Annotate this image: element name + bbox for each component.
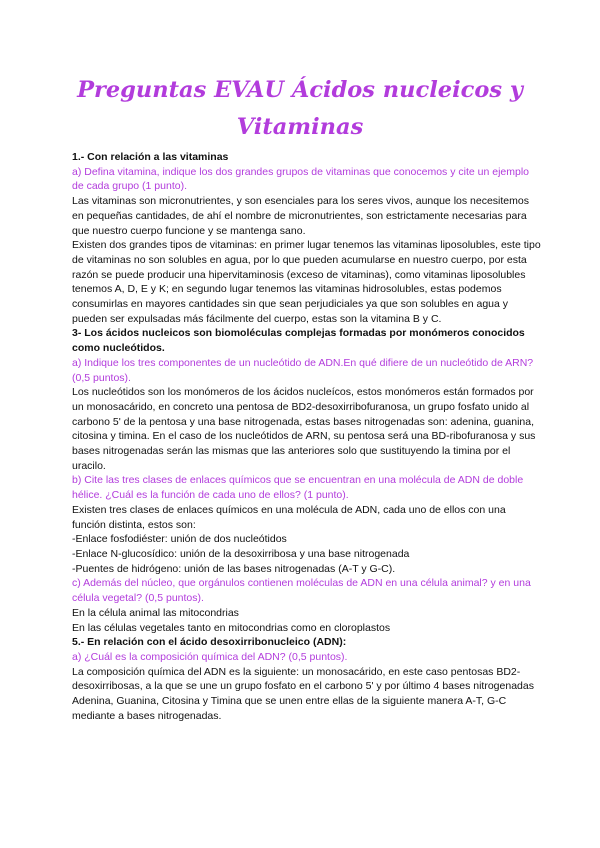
section-heading: 3- Los ácidos nucleicos son biomoléculas complejas formadas por monómeros conocidos como nucleótidos.	[72, 327, 525, 355]
answer-paragraph: En la célula animal las mitocondrias	[72, 606, 239, 619]
question-text: c) Además del núcleo, que orgánulos contienen moléculas de ADN en una célula animal? y en una célula vegetal? (0,5 puntos).	[72, 577, 531, 605]
section-heading: 1.- Con relación a las vitaminas	[72, 151, 229, 163]
question-text: b) Cite las tres clases de enlaces químicos que se encuentran en una molécula de ADN de doble hélice. ¿Cuál es la función de cada uno de ellos? (1 punto).	[72, 474, 524, 502]
answer-paragraph: -Enlace fosfodiéster: unión de dos nucleótidos	[72, 533, 287, 546]
question-text: a) Indique los tres componentes de un nucleótido de ADN.En qué difiere de un nucleótido de ARN? (0,5 puntos).	[72, 356, 534, 384]
question-text: a) Defina vitamina, indique los dos grandes grupos de vitaminas que conocemos y cite un ejemplo de cada grupo (1 punto).	[72, 165, 530, 193]
answer-paragraph: Existen tres clases de enlaces químicos en una molécula de ADN, cada uno de ellos con una función distinta, estos son:	[72, 503, 506, 531]
answer-paragraph: -Enlace N-glucosídico: unión de la desoxirribosa y una base nitrogenada	[72, 547, 410, 560]
document-title: Preguntas EVAU Ácidos nucleicos y Vitaminas	[77, 77, 523, 140]
document-body	[72, 150, 542, 723]
answer-paragraph: Los nucleótidos son los monómeros de los ácidos nucleícos, estos monómeros están formados por un monosacárido, en concreto una pentosa de BD2-desoxirribofuranosa, un grupo fosfato unido al carbono 5' de la pentosa y una base nitrogenada, estas bases nitrogenadas son: adenina, guanina, citosina y timina. En el caso de los nucleótidos de ARN, su pentosa será una BD-ribofuranosa y sus bases nitrogenadas serán las mismas que las anteriores solo que sustituyendo la timina por el uracilo.	[72, 386, 536, 472]
answer-paragraph: Existen dos grandes tipos de vitaminas: en primer lugar tenemos las vitaminas liposolubles, este tipo de vitaminas no son solubles en agua, por lo que pueden acumularse en nuestro cuerpo, por esta razón se puede producir una hipervitaminosis (exceso de vitaminas), como vitaminas liposolubles tenemos A, D, E y K; en segundo lugar tenemos las vitaminas hidrosolubles, estas podemos consumirlas en mayores cantidades sin que sean perjudiciales ya que son solubles en agua y pueden ser expulsadas más fácilmente del cuerpo, estas son la vitamina B y C.	[72, 239, 541, 325]
answer-paragraph: -Puentes de hidrógeno: unión de las bases nitrogenadas (A-T y G-C).	[72, 562, 396, 575]
section-heading: 5.- En relación con el ácido desoxirribonucleico (ADN):	[72, 636, 347, 649]
answer-paragraph: Las vitaminas son micronutrientes, y son esenciales para los seres vivos, aunque los necesitemos en pequeñas cantidades, de ahí el nombre de micronutrientes, son estrictamente necesarias para que nuestro cuerpo funcione y se mantenga sano.	[72, 195, 529, 237]
answer-paragraph: En las células vegetales tanto en mitocondrias como en cloroplastos	[72, 621, 391, 634]
answer-paragraph: La composición química del ADN es la siguiente: un monosacárido, en este caso pentosas BD2-desoxirribosas, a la que se une un grupo fosfato en el carbono 5' y por último 4 bases nitrogenadas Adenina, Guanina, Citosina y Timina que se unen entre ellas de la siguiente manera A-T, G-C mediante a bases nitrogenadas.	[72, 665, 534, 722]
question-text: a) ¿Cuál es la composición química del ADN? (0,5 puntos).	[72, 650, 348, 663]
